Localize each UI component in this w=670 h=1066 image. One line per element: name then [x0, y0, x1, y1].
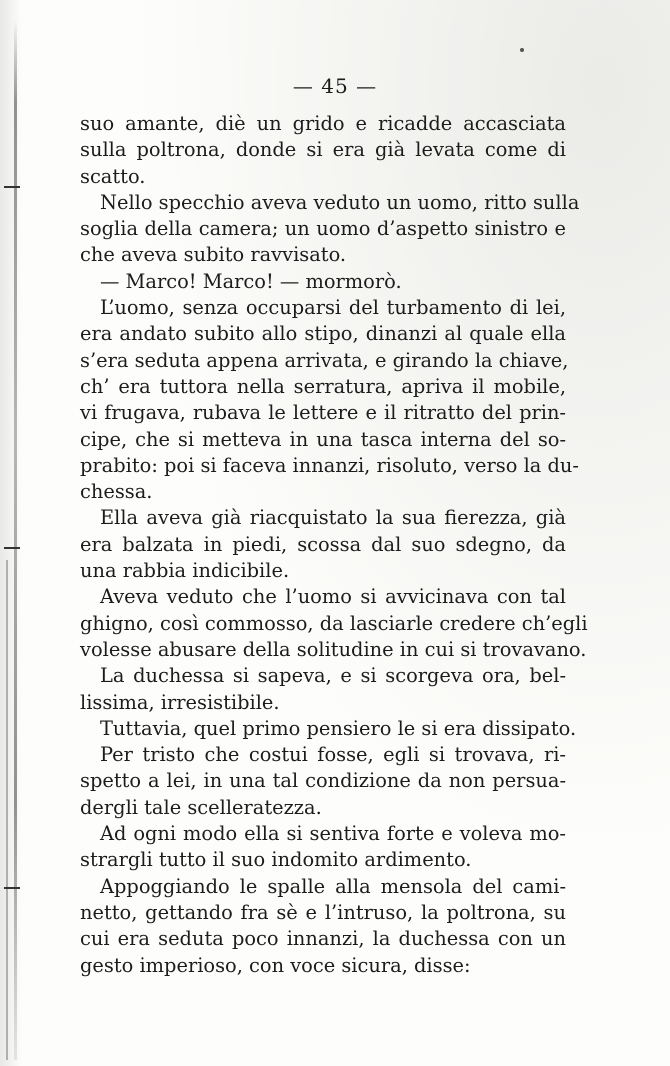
page-binding-shadow [14, 20, 17, 1060]
text-line: cui era seduta poco innanzi, la duchessa con un [80, 927, 566, 951]
text-line: prabito: poi si faceva innanzi, risoluto, verso la du- [80, 453, 579, 477]
text-line: Ella aveva già riacquistato la sua fierezza, già [100, 506, 566, 530]
text-line: era andato subito allo stipo, dinanzi al quale ella [80, 322, 566, 346]
text-line: sulla poltrona, donde si era già levata come di [80, 138, 566, 162]
text-line: che aveva subito ravvisato. [80, 243, 347, 267]
text-line: strargli tutto il suo indomito ardimento. [80, 848, 472, 872]
text-line: — Marco! Marco! — mormorò. [100, 269, 402, 293]
text-line: Per tristo che costui fosse, egli si trovava, ri- [100, 743, 566, 767]
text-line: suo amante, diè un grido e ricadde accasciata [80, 112, 566, 135]
text-line: Tuttavia, quel primo pensiero le si era dissipato. [100, 716, 577, 740]
margin-mark [4, 186, 20, 188]
page-edge-shadow [6, 560, 8, 1060]
text-line: netto, gettando fra sè e l’intruso, la poltrona, su [80, 900, 566, 924]
text-line: gesto imperioso, con voce sicura, disse: [80, 953, 471, 977]
text-line: chessa. [80, 480, 153, 504]
text-line: lissima, irresistibile. [80, 690, 280, 714]
text-line: L’uomo, senza occuparsi del turbamento di lei, [100, 296, 566, 320]
text-line: Ad ogni modo ella si sentiva forte e voleva mo- [100, 822, 566, 846]
margin-mark [4, 547, 20, 549]
text-line: soglia della camera; un uomo d’aspetto sinistro e [80, 217, 566, 241]
text-line: spetto a lei, in una tal condizione da non persua- [80, 769, 566, 793]
text-line: Nello specchio aveva veduto un uomo, ritto sulla [100, 190, 580, 214]
page-number: — 45 — [292, 74, 378, 98]
text-line: s’era seduta appena arrivata, e girando la chiave, [80, 348, 569, 372]
text-line: scatto. [80, 164, 146, 188]
text-line: cipe, che si metteva in una tasca interna del so- [80, 427, 566, 451]
paper-speck [520, 48, 524, 52]
text-line: dergli tale scelleratezza. [80, 795, 322, 819]
text-line: ch’ era tuttora nella serratura, apriva il mobile, [80, 374, 566, 398]
text-line: La duchessa si sapeva, e si scorgeva ora, bel- [100, 664, 566, 688]
text-line: volesse abusare della solitudine in cui si trovavano. [80, 637, 587, 661]
text-line: ghigno, così commosso, da lasciarle credere ch’egli [80, 611, 588, 635]
margin-mark [4, 887, 20, 889]
body-text [80, 111, 588, 979]
text-line: Aveva veduto che l’uomo si avvicinava con tal [100, 585, 566, 609]
text-line: era balzata in piedi, scossa dal suo sdegno, da [80, 532, 566, 556]
text-line: vi frugava, rubava le lettere e il ritratto del prin- [80, 401, 566, 425]
text-line: Appoggiando le spalle alla mensola del cami- [100, 874, 566, 898]
text-line: una rabbia indicibile. [80, 559, 290, 583]
